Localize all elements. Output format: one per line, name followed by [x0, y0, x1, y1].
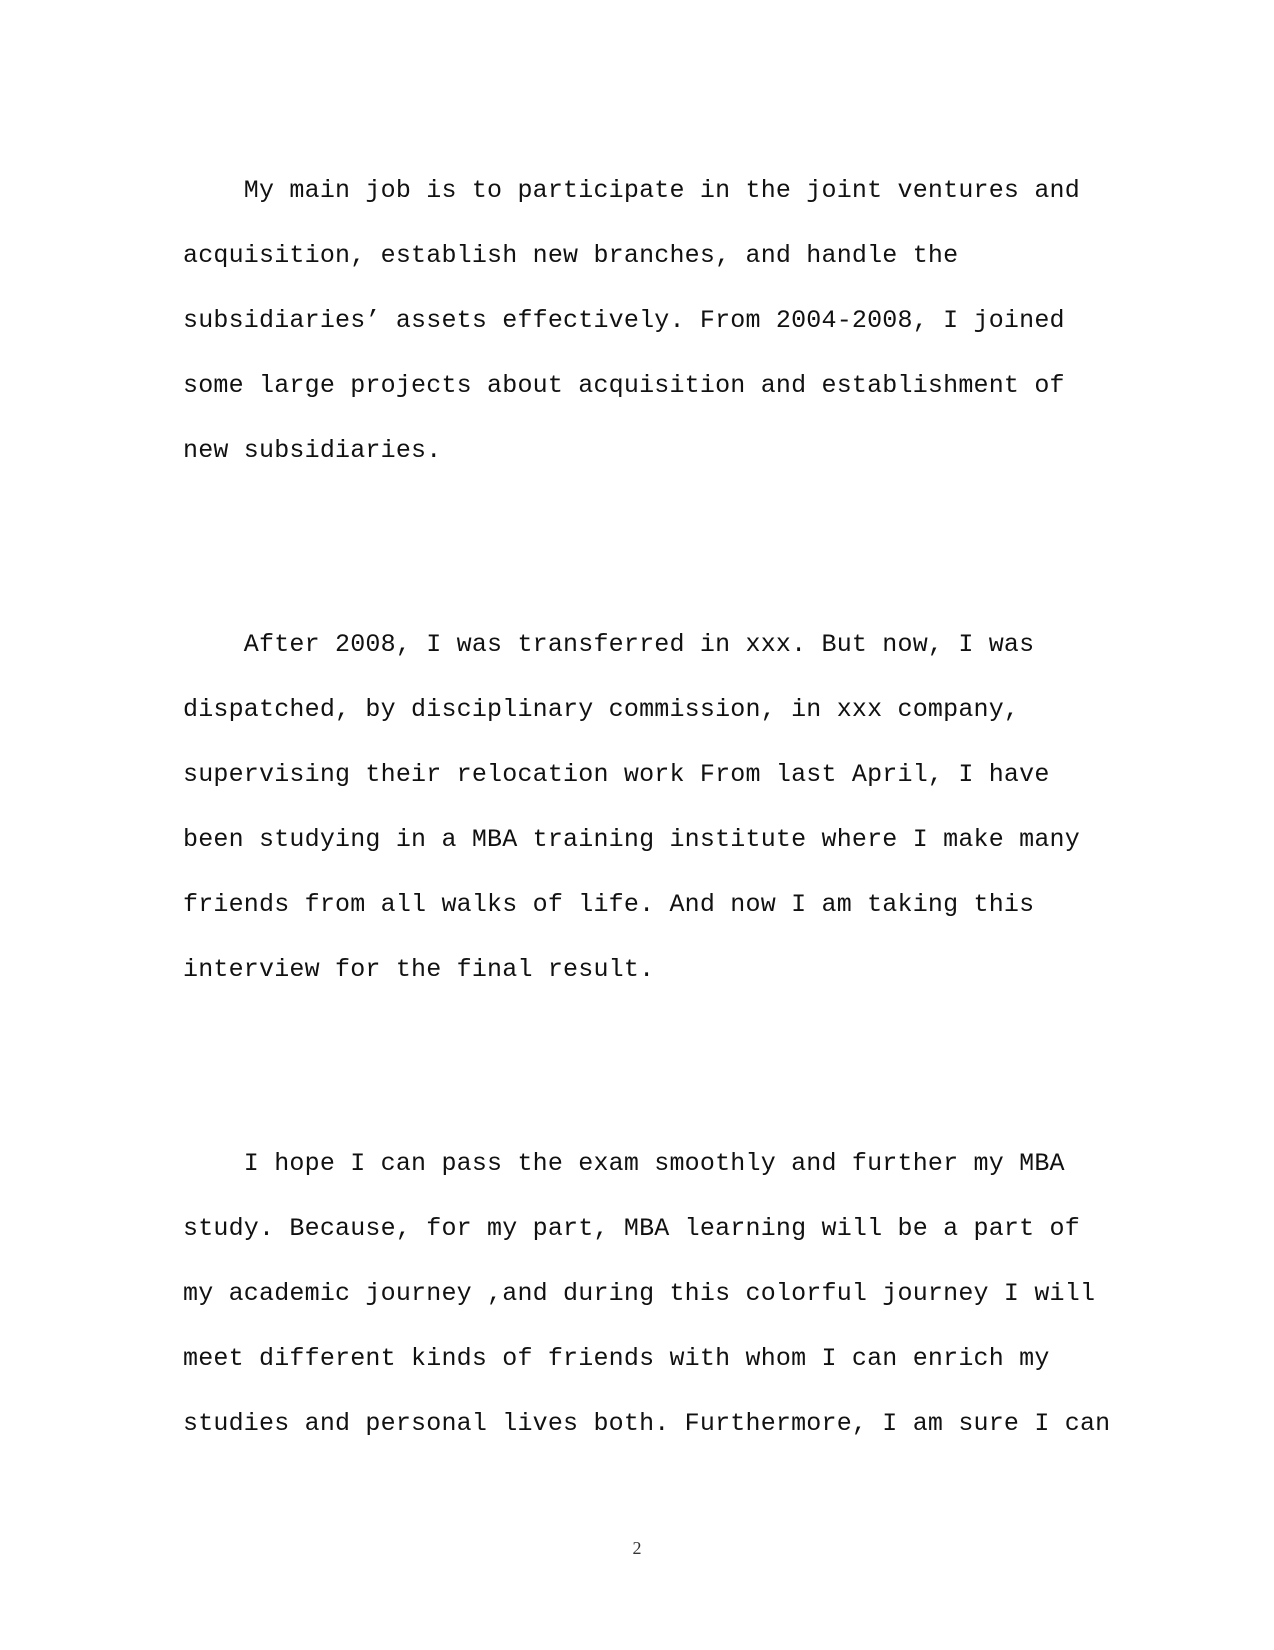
paragraph-mba-goals — [183, 1131, 1111, 1456]
text-line: some large projects about acquisition and establishment of — [183, 371, 1065, 400]
text-line: subsidiaries’ assets effectively. From 2004-2008, I joined — [183, 306, 1065, 335]
text-line: acquisition, establish new branches, and handle the — [183, 241, 959, 270]
text-line: After 2008, I was transferred in xxx. But now, I was — [183, 630, 1035, 659]
text-line: friends from all walks of life. And now I am taking this — [183, 890, 1035, 919]
text-line: My main job is to participate in the joint ventures and — [183, 176, 1080, 205]
text-line: I hope I can pass the exam smoothly and further my MBA — [183, 1149, 1065, 1178]
text-line: interview for the final result. — [183, 955, 655, 984]
paragraph-career-history — [183, 612, 1083, 1002]
text-line: study. Because, for my part, MBA learning will be a part of — [183, 1214, 1080, 1243]
paragraph-job-description — [183, 158, 1083, 483]
text-line: my academic journey ,and during this colorful journey I will — [183, 1279, 1096, 1308]
page-number: 2 — [632, 1538, 642, 1558]
text-line: supervising their relocation work From last April, I have — [183, 760, 1050, 789]
text-line: studies and personal lives both. Furthermore, I am sure I can — [183, 1409, 1111, 1438]
text-line: new subsidiaries. — [183, 436, 442, 465]
text-line: meet different kinds of friends with whom I can enrich my — [183, 1344, 1050, 1373]
text-line: been studying in a MBA training institute where I make many — [183, 825, 1080, 854]
text-line: dispatched, by disciplinary commission, in xxx company, — [183, 695, 1020, 724]
